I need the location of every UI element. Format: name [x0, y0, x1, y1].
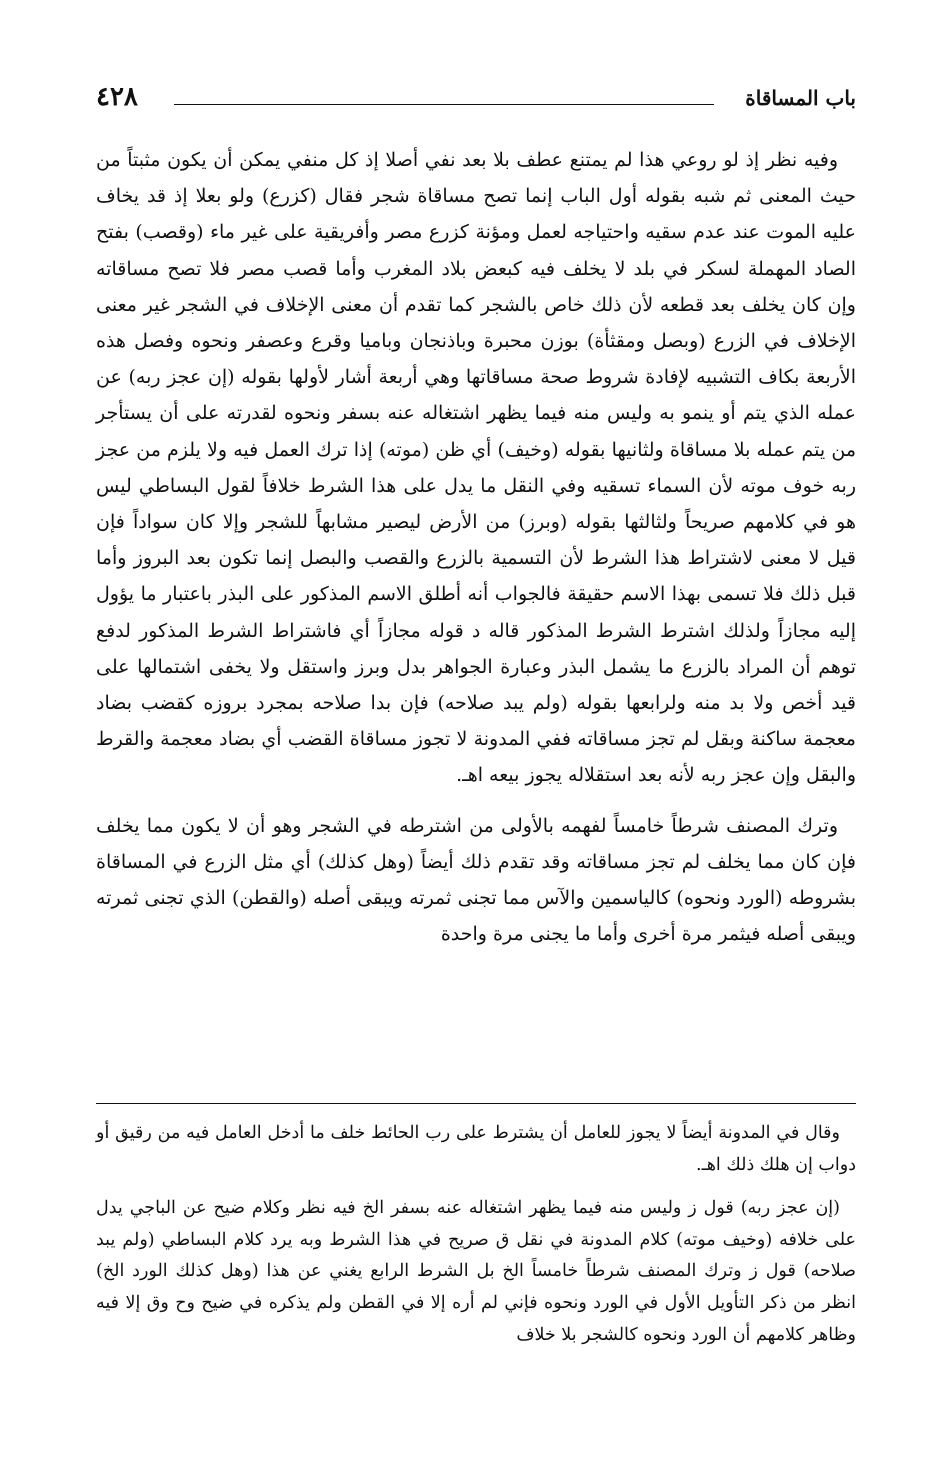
header-rule: [174, 104, 714, 105]
main-text: [96, 142, 856, 952]
main-paragraph: وفيه نظر إذ لو روعي هذا لم يمتنع عطف بلا بعد نفي أصلا إذ كل منفي يمكن أن يكون مثبتاً من حيث المعنى ثم شبه بقوله أول الباب إنما تصح مساقاة شجر فقال (كزرع) ولو بعلا إذ قد يخاف عليه الموت عند عدم سقيه واحتياجه لعمل ومؤنة كزرع مصر وأفريقية على غير ماء (وقصب) بفتح الصاد المهملة لسكر في بلد لا يخلف فيه كبعض بلاد المغرب وأما قصب مصر فلا تصح مساقاته وإن كان يخلف بعد قطعه لأن ذلك خاص بالشجر كما تقدم أن معنى الإخلاف في الشجر غير معنى الإخلاف في الزرع (وبصل ومقثأة) بوزن محبرة وباذنجان وباميا وقرع وعصفر ونحوه وفصل هذه الأربعة بكاف التشبيه لإفادة شروط صحة مساقاتها وهي أربعة أشار لأولها بقوله (إن عجز ربه) عن عمله الذي يتم أو ينمو به وليس منه فيما يظهر اشتغاله عنه بسفر ونحوه لقدرته على أن يستأجر من يتم عمله بلا مساقاة ولثانيها بقوله (وخيف) أي ظن (موته) إذا ترك العمل فيه ولا يلزم من عجز ربه خوف موته لأن السماء تسقيه وفي النقل ما يدل على هذا الشرط خلافاً لقول البساطي ليس هو في كلامهم صريحاً ولثالثها بقوله (وبرز) من الأرض ليصير مشابهاً للشجر وإلا كان سواداً فإن قيل لا معنى لاشتراط هذا الشرط لأن التسمية بالزرع والقصب والبصل إنما تكون بعد البروز وأما قبل ذلك فلا تسمى بهذا الاسم حقيقة فالجواب أنه أطلق الاسم المذكور على البذر باعتبار ما يؤول إليه مجازاً ولذلك اشترط الشرط المذكور قاله د قوله مجازاً أي فاشتراط الشرط المذكور لدفع توهم أن المراد بالزرع ما يشمل البذر وعبارة الجواهر بدل وبرز واستقل ولا يخفى اشتمالها على قيد أخص ولا بد منه ولرابعها بقوله (ولم يبد صلاحه) فإن بدا صلاحه بمجرد بروزه كقضب بضاد معجمة ساكنة وبقل لم تجز مساقاته ففي المدونة لا تجوز مساقاة القضب أي بضاد معجمة والقرط والبقل وإن عجز ربه لأنه بعد استقلاله يجوز بيعه اهـ.: [96, 149, 857, 787]
footnote-divider: [96, 1103, 856, 1104]
footnote-paragraph: (إن عجز ربه) قول ز وليس منه فيما يظهر اشتغاله عنه بسفر الخ فيه نظر وكلام ضيح عن الباجي يدل على خلافه (وخيف موته) كلام المدونة في نقل ق صريح في هذا الشرط وبه يرد كلام البساطي (ولم يبد صلاحه) قول ز وترك المصنف شرطاً خامساً الخ بل الشرط الرابع يغني عن هذا (وهل كذلك الورد الخ) انظر من ذكر التأويل الأول في الورد ونحوه فإني لم أره إلا في القطن ولم يذكره في ضيح وح وق إلا فيه وظاهر كلامهم أن الورد ونحوه كالشجر بلا خلاف: [96, 1198, 856, 1345]
footnotes: [96, 1118, 856, 1351]
chapter-title: باب المساقاة: [745, 86, 856, 110]
footnote-paragraph: وقال في المدونة أيضاً لا يجوز للعامل أن يشترط على رب الحائط خلف ما أدخل العامل فيه من رقيق أو دواب إن هلك ذلك اهـ.: [96, 1123, 856, 1175]
main-paragraph: وترك المصنف شرطاً خامساً لفهمه بالأولى من اشترطه في الشجر وهو أن لا يكون مما يخلف فإن كان مما يخلف لم تجز مساقاته وقد تقدم ذلك أيضاً (وهل كذلك) أي مثل الزرع في المساقاة بشروطه (الورد ونحوه) كالياسمين والآس مما تجنى ثمرته ويبقى أصله (والقطن) الذي تجنى ثمرته ويبقى أصله فيثمر مرة أخرى وأما ما يجنى مرة واحدة: [96, 814, 856, 946]
page-number: ٤٢٨: [96, 82, 138, 112]
page-header: [96, 82, 856, 114]
